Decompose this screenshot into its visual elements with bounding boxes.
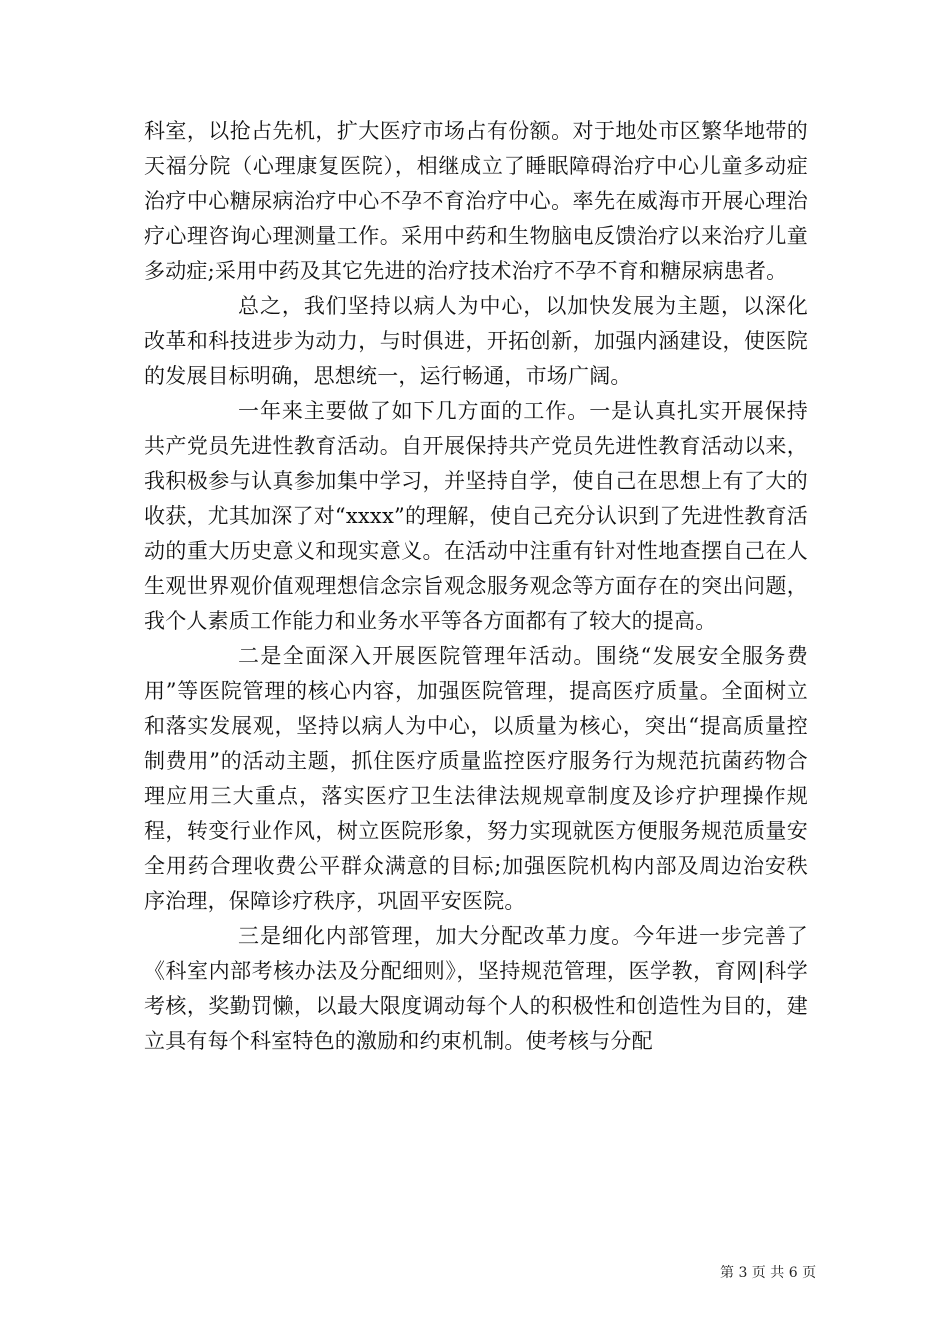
paragraph-5: 三是细化内部管理，加大分配改革力度。今年进一步完善了《科室内部考核办法及分配细则》，坚持规范管理，医学教，育网|科学考核，奖勤罚懒，以最大限度调动每个人的积极性和创造性为目的，建立具有每个科室特色的激励和约束机制。使考核与分配 [144, 924, 808, 1053]
document-body [144, 114, 808, 1059]
paragraph-3: 一年来主要做了如下几方面的工作。一是认真扎实开展保持共产党员先进性教育活动。自开展保持共产党员先进性教育活动以来，我积极参与认真参加集中学习，并坚持自学，使自己在思想上有了大的收获，尤其加深了对“xxxx”的理解，使自己充分认识到了先进性教育活动的重大历史意义和现实意义。在活动中注重有针对性地查摆自己在人生观世界观价值观理想信念宗旨观念服务观念等方面存在的突出问题，我个人素质工作能力和业务水平等各方面都有了较大的提高。 [144, 399, 808, 633]
page-number-footer: 第 3 页 共 6 页 [720, 1265, 817, 1281]
paragraph-4: 二是全面深入开展医院管理年活动。围绕“发展安全服务费用”等医院管理的核心内容，加强医院管理，提高医疗质量。全面树立和落实发展观，坚持以病人为中心，以质量为核心，突出“提高质量控制费用”的活动主题，抓住医疗质量监控医疗服务行为规范抗菌药物合理应用三大重点，落实医疗卫生法律法规规章制度及诊疗护理操作规程，转变行业作风，树立医院形象，努力实现就医方便服务规范质量安全用药合理收费公平群众满意的目标;加强医院机构内部及周边治安秩序治理，保障诊疗秩序，巩固平安医院。 [144, 644, 808, 913]
paragraph-1: 科室，以抢占先机，扩大医疗市场占有份额。对于地处市区繁华地带的天福分院（心理康复医院），相继成立了睡眠障碍治疗中心儿童多动症治疗中心糖尿病治疗中心不孕不育治疗中心。率先在威海市开展心理治疗心理咨询心理测量工作。采用中药和生物脑电反馈治疗以来治疗儿童多动症;采用中药及其它先进的治疗技术治疗不孕不育和糖尿病患者。 [144, 119, 808, 283]
paragraph-2: 总之，我们坚持以病人为中心，以加快发展为主题，以深化改革和科技进步为动力，与时俱进，开拓创新，加强内涵建设，使医院的发展目标明确，思想统一，运行畅通，市场广阔。 [144, 294, 808, 388]
